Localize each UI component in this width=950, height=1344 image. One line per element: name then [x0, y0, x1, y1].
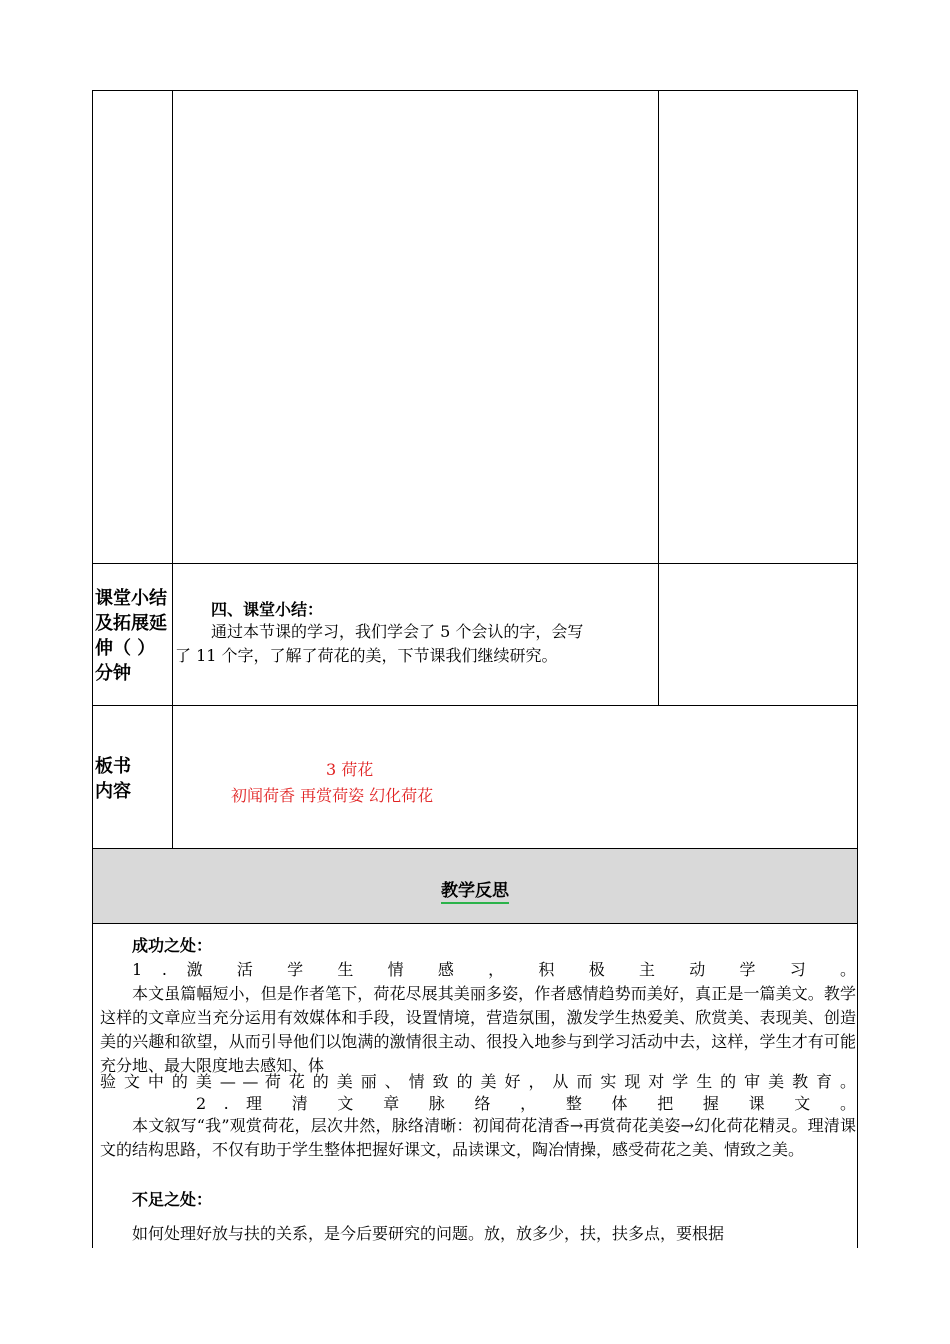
board-title: 3 荷花 — [326, 760, 374, 779]
row-divider-3 — [93, 848, 858, 849]
board-label-line-2: 内容 — [95, 781, 131, 802]
summary-label-line-3: 伸（ ） — [95, 638, 156, 659]
shortcoming-body: 如何处理好放与扶的关系，是今后要研究的问题。放，放多少，扶，扶多点，要根据 — [132, 1224, 725, 1243]
board-label-line-1: 板书 — [95, 756, 131, 777]
column-divider-2 — [658, 90, 659, 705]
shortcoming-title: 不足之处： — [132, 1190, 213, 1209]
point1-last-line: 验 文 中 的 美 — — 荷 花 的 美 丽 、 情 致 的 美 好 ， 从 而 实 现 对 学 生 的 审 美 教 育 。 — [100, 1072, 856, 1091]
point2-heading: 2 . 理 清 文 章 脉 络 ， 整 体 把 握 课 文 。 — [196, 1094, 856, 1113]
summary-label — [95, 586, 167, 686]
row-divider-2 — [93, 705, 858, 706]
summary-label-line-2: 及拓展延 — [95, 613, 167, 634]
point1-heading: 1 . 激 活 学 生 情 感 ， 积 极 主 动 学 习 。 — [132, 960, 856, 979]
success-title: 成功之处： — [132, 936, 213, 955]
table-border-right — [857, 90, 858, 1248]
summary-label-line-4: 分钟 — [95, 663, 131, 684]
column-divider-1 — [172, 90, 173, 848]
table-border-left — [92, 90, 93, 1248]
point2-body: 本文叙写“我”观赏荷花，层次井然，脉络清晰：初闻荷花清香→再赏荷花美姿→幻化荷花精灵。理清课文的结构思路，不仅有助于学生整体把握好课文，品读课文，陶冶情操，感受荷花之美、情致之美。 — [100, 1116, 856, 1159]
reflection-heading: 教学反思 — [93, 876, 857, 901]
row-divider-1 — [93, 563, 858, 564]
board-label — [95, 754, 131, 804]
row-divider-4 — [93, 923, 858, 924]
board-subtitle: 初闻荷香 再赏荷姿 幻化荷花 — [231, 786, 434, 805]
table-border-top — [93, 90, 858, 91]
point1-body: 本文虽篇幅短小，但是作者笔下，荷花尽展其美丽多姿，作者感情趋势而美好，真正是一篇美文。教学这样的文章应当充分运用有效媒体和手段，设置情境，营造氛围，激发学生热爱美、欣赏美、表现美、创造美的兴趣和欲望，从而引导他们以饱满的激情很主动、很投入地参与到学习活动中去，这样，学生才有可能充分地、最大限度地去感知、体 — [100, 984, 856, 1075]
summary-title: 四、课堂小结： — [211, 600, 324, 619]
summary-line-2: 了 11 个字，了解了荷花的美，下节课我们继续研究。 — [175, 646, 558, 665]
summary-line-1: 通过本节课的学习，我们学会了 5 个会认的字，会写 — [211, 622, 584, 641]
summary-label-line-1: 课堂小结 — [95, 588, 167, 609]
